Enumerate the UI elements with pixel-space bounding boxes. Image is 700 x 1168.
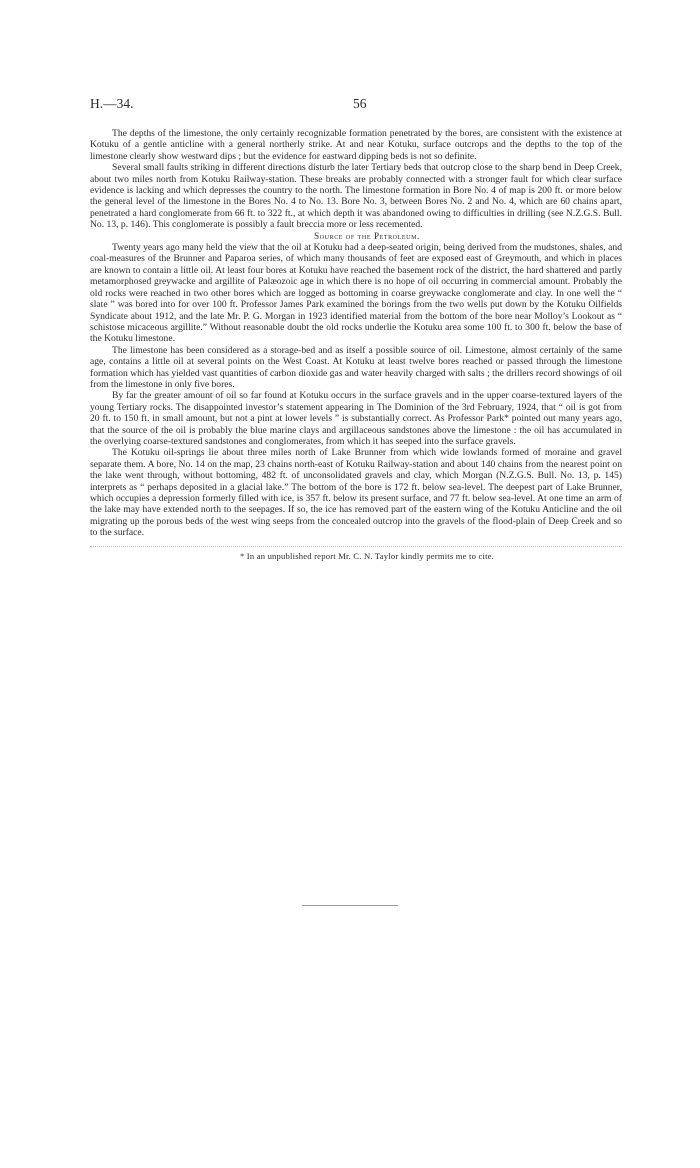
page-header [90,96,620,116]
paragraph-deep-origin: Twenty years ago many held the view that the oil at Kotuku had a deep-seated origin, being derived from the mudstones, shales, and coal-measures of the Brunner and Paparoa series, of which many thousands of feet are exposed east of Greymouth, and which in places are known to contain a little oil. At least four bores at Kotuku have reached the basement rock of the district, the hard shattered and partly metamorphosed greywacke and argillite of Palæozoic age in which there is no hope of oil occurring in commercial amount. Probably the old rocks were reached in two other bores which are logged as bottoming in coarse greywacke conglomerate and clay. In one well the “ slate ” was bored into for over 100 ft. Professor James Park examined the borings from the two wells put down by the Kotuku Oilfields Syndicate about 1912, and the late Mr. P. G. Morgan in 1923 identified material from the bottom of the bore near Molloy’s Lookout as “ schistose micaceous argillite.” Without reasonable doubt the old rocks underlie the Kotuku area some 100 ft. to 300 ft. below the base of the Kotuku limestone. [90,242,622,345]
section-heading: Source of the Petroleum. [314,230,420,241]
report-reference: H.—34. [90,96,134,111]
paragraph-oil-springs: The Kotuku oil-springs lie about three miles north of Lake Brunner from which wide lowlands formed of moraine and gravel separate them. A bore, No. 14 on the map, 23 chains north-east of Kotuku Railway-station and about 140 chains from the nearest point on the lake went through, without bottoming, 482 ft. of unconsolidated gravels and clay, which Morgan (N.Z.G.S. Bull. No. 13, p. 145) interprets as “ perhaps deposited in a glacial lake.” The bottom of the bore is 172 ft. below sea-level. The deepest part of Lake Brunner, which occupies a depression formerly filled with ice, is 357 ft. below its present surface, and 77 ft. below sea-level. At one time an arm of the lake may have extended north to the seepages. If so, the ice has removed part of the eastern wing of the Kotuku Anticline and the oil migrating up the porous beds of the west wing seeps from the concealed outcrop into the gravels of the flood-plain of Deep Creek and so to the surface. [90,447,622,539]
body-text [90,128,622,562]
footnote: * In an unpublished report Mr. C. N. Taylor kindly permits me to cite. [239,550,495,561]
footnote-divider [90,546,622,547]
paragraph-limestone-depths: The depths of the limestone, the only certainly recognizable formation penetrated by the bores, are consistent with the existence at Kotuku of a gentle anticline with a general northerly strike. At and near Kotuku, surface outcrops and the depths to the top of the limestone clearly show westward dips ; but the evidence for eastward dipping beds is not so definite. [90,128,622,162]
page-number: 56 [353,96,367,111]
end-rule [302,905,398,906]
paragraph-surface-gravels: By far the greater amount of oil so far found at Kotuku occurs in the surface gravels and in the upper coarse-textured layers of the young Tertiary rocks. The disappointed investor’s statement appearing in The Dominion of the 3rd February, 1924, that “ oil is got from 20 ft. to 150 ft. in small amount, but not a pint at lower levels ” is substantially correct. As Professor Park* pointed out many years ago, that the source of the oil is probably the blue marine clays and argillaceous sandstones above the limestone : the oil has accumulated in the overlying coarse-textured sandstones and conglomerates, from which it has seeped into the surface gravels. [90,390,622,447]
paragraph-limestone-source: The limestone has been considered as a storage-bed and as itself a possible source of oil. Limestone, almost certainly of the same age, contains a little oil at several points on the West Coast. At Kotuku at least twelve bores reached or passed through the limestone formation which has yielded vast quantities of carbon dioxide gas and water heavily charged with salts ; the drillers record showings of oil from the limestone in only five bores. [90,344,622,390]
paragraph-faults: Several small faults striking in different directions disturb the later Tertiary beds that outcrop close to the sharp bend in Deep Creek, about two miles north from Kotuku Railway-station. These breaks are probably connected with a stronger fault for which clear surface evidence is lacking and which depresses the country to the north. The limestone formation in Bore No. 4 of map is 200 ft. or more below the general level of the limestone in the Bores No. 4 to No. 13. Bore No. 3, between Bores No. 2 and No. 4, which are 60 chains apart, penetrated a hard conglomerate from 66 ft. to 322 ft., at which depth it was abandoned owing to difficulties in drilling (see N.Z.G.S. Bull. No. 13, p. 146). This conglomerate is possibly a fault breccia more or less recemented. [90,162,622,231]
